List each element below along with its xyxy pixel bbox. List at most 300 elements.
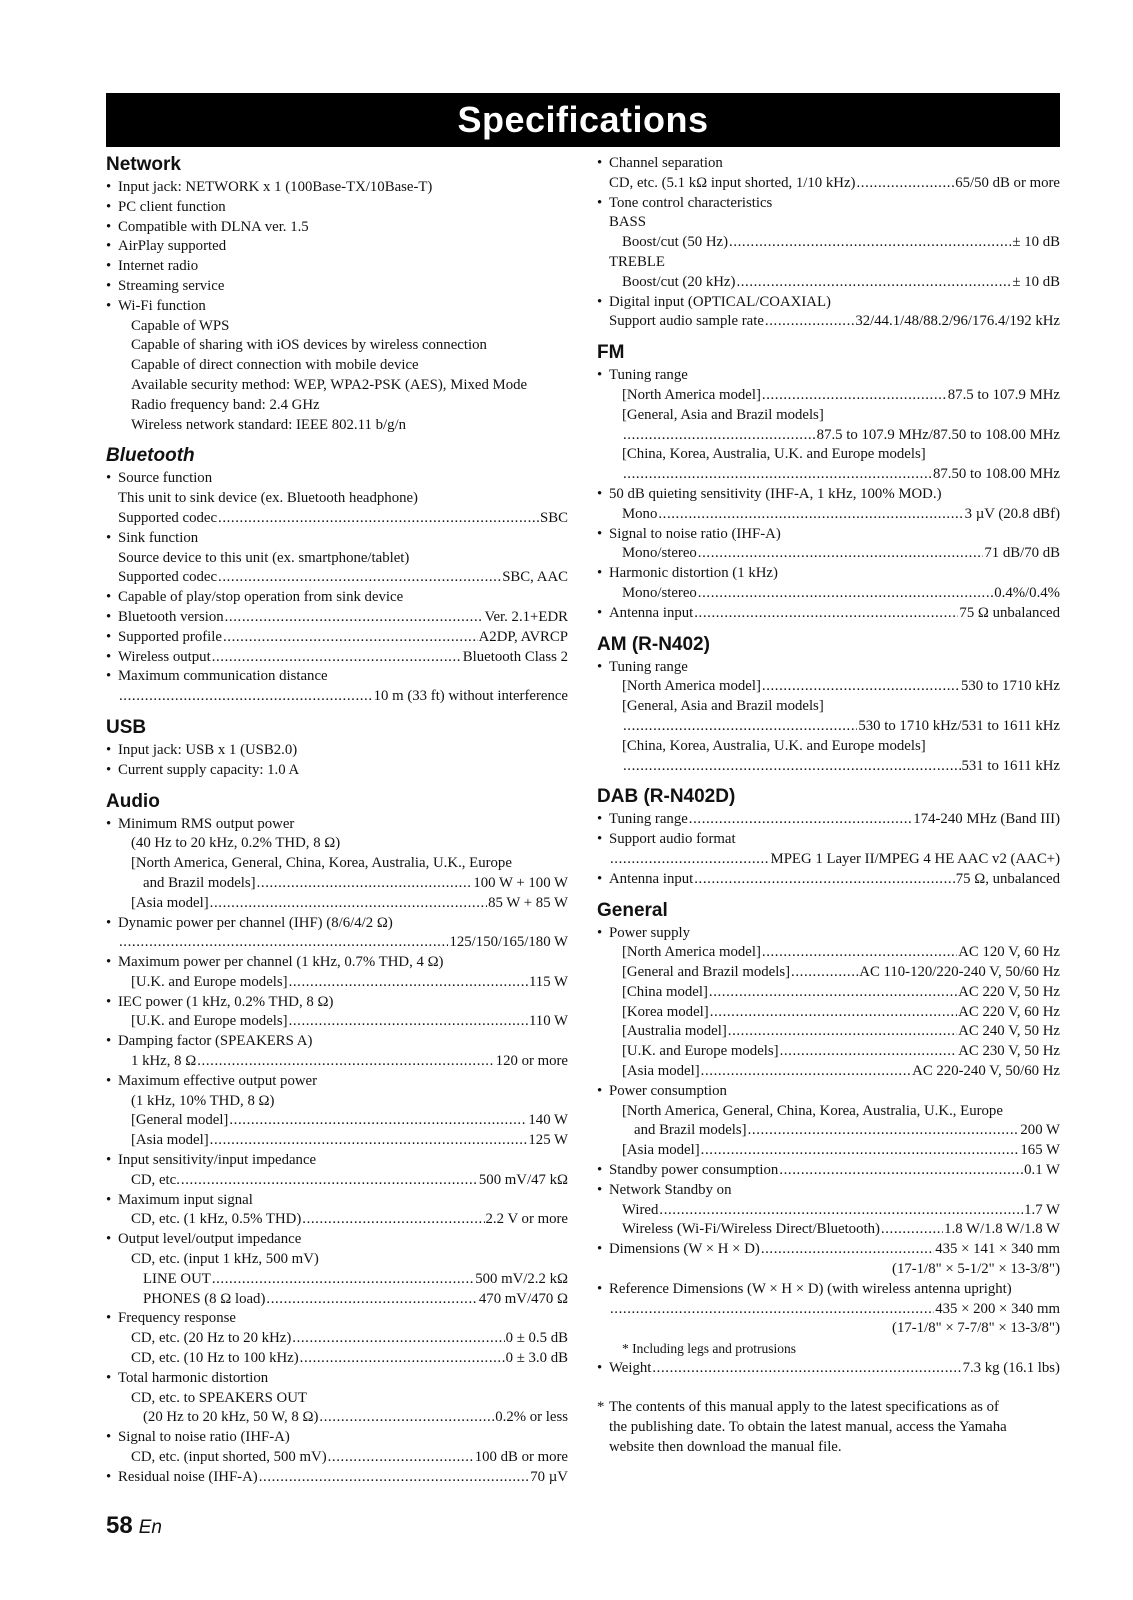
spec-line	[597, 810, 1060, 830]
dot-leader	[765, 312, 854, 332]
spec-text: Tuning range	[609, 658, 688, 675]
indent	[106, 1389, 131, 1409]
dot-leader	[694, 870, 954, 890]
page-title: Specifications	[106, 93, 1060, 147]
bullet-icon: •	[106, 1369, 112, 1386]
spec-line	[106, 1408, 568, 1428]
spec-value: 65/50 dB or more	[955, 174, 1060, 191]
dot-leader	[701, 1062, 911, 1082]
indent	[106, 687, 118, 707]
spec-label: [North America model]	[622, 386, 761, 403]
spec-text: Total harmonic distortion	[118, 1369, 269, 1386]
spec-text: Internet radio	[118, 258, 199, 275]
spec-line	[106, 588, 568, 608]
spec-label: [General and Brazil models]	[622, 964, 791, 981]
spec-text: Input jack: NETWORK x 1 (100Base-TX/10Base-T)	[118, 179, 433, 195]
spec-label: Mono	[622, 505, 658, 522]
spec-text: Support audio format	[609, 831, 736, 848]
indent	[597, 850, 609, 870]
spec-value: 120 or more	[495, 1053, 568, 1070]
spec-label: CD, etc. (1 kHz, 0.5% THD)	[131, 1211, 302, 1228]
spec-label: (20 Hz to 20 kHz, 50 W, 8 Ω)	[143, 1409, 319, 1426]
dot-leader	[223, 628, 478, 648]
spec-text: Wireless network standard: IEEE 802.11 b/g/n	[131, 416, 406, 433]
spec-line	[597, 983, 1060, 1003]
spec-text: Capable of WPS	[131, 317, 230, 334]
dot-leader	[197, 1052, 494, 1072]
spec-text: Damping factor (SPEAKERS A)	[118, 1033, 313, 1050]
spec-line	[106, 973, 568, 993]
spec-label: Supported codec	[118, 509, 218, 526]
spec-value: 75 Ω unbalanced	[959, 604, 1060, 621]
indent	[106, 356, 131, 376]
dot-leader	[289, 1012, 528, 1032]
indent	[597, 1121, 634, 1141]
spec-label: Boost/cut (20 kHz)	[622, 273, 736, 290]
spec-line	[106, 608, 568, 628]
spec-value: 70 µV	[530, 1468, 568, 1485]
spec-label: Dimensions (W × H × D)	[609, 1241, 760, 1258]
indent	[597, 1339, 622, 1359]
indent	[597, 426, 622, 446]
spec-text: Power supply	[609, 924, 690, 941]
indent	[106, 1052, 131, 1072]
spec-line	[106, 277, 568, 297]
spec-text: This unit to sink device (ex. Bluetooth headphone)	[118, 490, 418, 507]
spec-label: Mono/stereo	[622, 584, 697, 601]
spec-text: Tuning range	[609, 367, 688, 384]
spec-value: A2DP, AVRCP	[478, 628, 568, 645]
spec-text: Reference Dimensions (W × H × D) (with wireless antenna upright)	[609, 1280, 1012, 1297]
dot-leader	[780, 1042, 958, 1062]
indent	[597, 213, 609, 233]
indent	[597, 253, 609, 273]
bullet-icon: •	[597, 155, 603, 171]
spec-line	[597, 963, 1060, 983]
spec-text: Available security method: WEP, WPA2-PSK (AES), Mixed Mode	[131, 376, 528, 393]
spec-line	[106, 257, 568, 277]
dot-leader	[212, 1270, 474, 1290]
spec-value: 100 dB or more	[474, 1449, 568, 1466]
spec-text: Frequency response	[118, 1310, 236, 1327]
dot-leader	[729, 233, 1011, 253]
spec-label: [U.K. and Europe models]	[131, 973, 288, 990]
spec-line	[597, 233, 1060, 253]
spec-label: [Asia model]	[131, 894, 209, 911]
spec-line	[597, 717, 1060, 737]
spec-line	[597, 544, 1060, 564]
spec-text: Minimum RMS output power	[118, 815, 295, 832]
dot-leader	[762, 677, 960, 697]
indent	[597, 544, 622, 564]
spec-label: CD, etc. (5.1 kΩ input shorted, 1/10 kHz)	[609, 174, 856, 191]
spec-line	[597, 1240, 1060, 1260]
spec-label: Residual noise (IHF-A)	[118, 1468, 258, 1485]
spec-value: 0.1 W	[1024, 1162, 1060, 1179]
dot-leader	[210, 894, 487, 914]
spec-line	[106, 648, 568, 668]
dot-leader	[218, 509, 539, 529]
spec-label: [China model]	[622, 983, 708, 1000]
indent	[597, 1141, 622, 1161]
indent	[106, 416, 131, 436]
dot-leader	[229, 1111, 527, 1131]
bullet-icon: •	[106, 589, 112, 606]
dot-leader	[319, 1408, 494, 1428]
indent	[106, 568, 118, 588]
spec-line	[597, 253, 1060, 273]
spec-text: [General, Asia and Brazil models]	[622, 406, 824, 423]
spec-line	[106, 198, 568, 218]
footnote	[597, 1397, 1060, 1457]
dot-leader	[748, 1121, 1020, 1141]
spec-line	[106, 1309, 568, 1329]
dot-leader	[119, 933, 448, 953]
spec-value: AC 230 V, 50 Hz	[958, 1043, 1060, 1060]
indent	[106, 1329, 131, 1349]
dot-leader	[218, 568, 501, 588]
indent	[106, 317, 131, 337]
spec-line	[106, 1250, 568, 1270]
bullet-icon: •	[106, 277, 112, 294]
dot-leader	[762, 943, 957, 963]
spec-text: Harmonic distortion (1 kHz)	[609, 565, 778, 582]
indent	[106, 396, 131, 416]
spec-text: [General, Asia and Brazil models]	[622, 698, 824, 715]
dot-leader	[728, 1022, 957, 1042]
indent	[597, 445, 622, 465]
bullet-icon: •	[106, 628, 112, 645]
section-heading-am-r-n402: AM (R-N402)	[597, 633, 710, 655]
section-heading-general: General	[597, 899, 668, 921]
spec-label: [Asia model]	[622, 1142, 700, 1159]
spec-value: 0 ± 0.5 dB	[505, 1330, 568, 1347]
spec-text: Capable of play/stop operation from sink device	[118, 589, 404, 606]
spec-line	[597, 850, 1060, 870]
spec-line	[597, 194, 1060, 214]
bullet-icon: •	[106, 815, 112, 832]
dot-leader	[659, 1201, 1023, 1221]
spec-value: 470 mV/470 Ω	[478, 1290, 568, 1307]
spec-value: (17-1/8" × 7-7/8" × 13-3/8")	[892, 1320, 1060, 1337]
spec-line	[597, 465, 1060, 485]
spec-line	[597, 213, 1060, 233]
spec-line	[597, 564, 1060, 584]
spec-value: 140 W	[528, 1112, 568, 1129]
indent	[597, 174, 609, 194]
spec-text: (1 kHz, 10% THD, 8 Ω)	[131, 1092, 275, 1109]
indent	[597, 505, 622, 525]
spec-value: Bluetooth Class 2	[462, 648, 568, 665]
spec-text: Input jack: USB x 1 (USB2.0)	[118, 741, 298, 758]
indent	[597, 1003, 622, 1023]
spec-line	[106, 953, 568, 973]
dot-leader	[761, 1240, 934, 1260]
spec-value: 165 W	[1020, 1142, 1060, 1159]
dot-leader	[225, 608, 484, 628]
spec-value: ± 10 dB	[1012, 273, 1060, 290]
indent	[597, 697, 622, 717]
spec-label: Mono/stereo	[622, 545, 697, 562]
indent	[597, 406, 622, 426]
bullet-icon: •	[106, 1468, 112, 1485]
spec-line	[106, 469, 568, 489]
spec-label: Supported profile	[118, 628, 222, 645]
spec-label: Wireless (Wi-Fi/Wireless Direct/Bluetooth)	[622, 1221, 880, 1238]
spec-line	[597, 830, 1060, 850]
spec-line	[106, 1270, 568, 1290]
spec-line	[106, 667, 568, 687]
bullet-icon: •	[597, 1241, 603, 1258]
spec-label: and Brazil models]	[634, 1122, 747, 1139]
spec-label: LINE OUT	[143, 1270, 211, 1287]
spec-line	[106, 1052, 568, 1072]
spec-value: 87.5 to 107.9 MHz	[947, 386, 1060, 403]
bullet-icon: •	[597, 194, 603, 211]
footnote-marker: *	[597, 1399, 605, 1415]
spec-line	[597, 1201, 1060, 1221]
spec-text: [China, Korea, Australia, U.K. and Europe models]	[622, 446, 926, 463]
spec-text: Capable of direct connection with mobile device	[131, 357, 419, 374]
indent	[597, 1062, 622, 1082]
spec-text: Tone control characteristics	[609, 194, 773, 211]
indent	[597, 1022, 622, 1042]
dot-leader	[212, 648, 462, 668]
bullet-icon: •	[106, 648, 112, 665]
dot-leader	[881, 1220, 943, 1240]
bullet-icon: •	[597, 485, 603, 502]
spec-line	[106, 874, 568, 894]
dot-leader	[709, 983, 957, 1003]
spec-line	[597, 505, 1060, 525]
spec-line	[597, 943, 1060, 963]
bullet-icon: •	[597, 831, 603, 848]
bullet-icon: •	[106, 954, 112, 971]
spec-note: * Including legs and protrusions	[622, 1341, 796, 1357]
spec-label: Antenna input	[609, 870, 694, 887]
dot-leader	[181, 1171, 478, 1191]
spec-label: CD, etc. (20 Hz to 20 kHz)	[131, 1330, 292, 1347]
spec-line	[106, 1389, 568, 1409]
indent	[106, 1270, 143, 1290]
dot-leader	[289, 973, 528, 993]
spec-label: [Asia model]	[622, 1063, 700, 1080]
dot-leader	[623, 426, 816, 446]
spec-label: [U.K. and Europe models]	[131, 1013, 288, 1030]
spec-value: 71 dB/70 dB	[984, 545, 1060, 562]
spec-label: PHONES (8 Ω load)	[143, 1290, 266, 1307]
footnote-text: the publishing date. To obtain the latest manual, access the Yamaha	[609, 1419, 1007, 1435]
indent	[597, 1201, 622, 1221]
bullet-icon: •	[597, 604, 603, 621]
spec-line	[106, 815, 568, 835]
spec-line	[597, 1359, 1060, 1379]
spec-line	[106, 993, 568, 1013]
spec-text: Source function	[118, 470, 213, 487]
spec-label: and Brazil models]	[143, 874, 256, 891]
spec-line	[597, 293, 1060, 313]
spec-line	[597, 737, 1060, 757]
spec-value: 2.2 V or more	[485, 1211, 568, 1228]
bullet-icon: •	[597, 367, 603, 384]
spec-text: BASS	[609, 214, 647, 231]
dot-leader	[623, 717, 857, 737]
spec-text: TREBLE	[609, 253, 665, 270]
spec-line	[106, 1171, 568, 1191]
footnote-line	[597, 1437, 1060, 1457]
indent	[106, 1448, 131, 1468]
dot-leader	[652, 1359, 961, 1379]
spec-line	[106, 854, 568, 874]
spec-label: Tuning range	[609, 811, 688, 828]
spec-value: AC 220-240 V, 50/60 Hz	[912, 1063, 1060, 1080]
spec-line	[106, 376, 568, 396]
section-heading-network: Network	[106, 154, 181, 175]
bullet-icon: •	[106, 1072, 112, 1089]
spec-line	[106, 549, 568, 569]
indent	[597, 386, 622, 406]
spec-line	[597, 1319, 1060, 1339]
bullet-icon: •	[597, 1082, 603, 1099]
spec-line	[597, 584, 1060, 604]
bullet-icon: •	[106, 914, 112, 931]
spec-line	[597, 312, 1060, 332]
spec-line	[597, 1003, 1060, 1023]
indent	[106, 1408, 143, 1428]
dot-leader	[302, 1210, 484, 1230]
spec-text: Digital input (OPTICAL/COAXIAL)	[609, 293, 831, 310]
spec-text: Output level/output impedance	[118, 1231, 302, 1248]
spec-line	[106, 297, 568, 317]
footnote-line	[597, 1417, 1060, 1437]
spec-text: Maximum communication distance	[118, 668, 328, 685]
spec-line	[106, 1092, 568, 1112]
dot-leader	[694, 604, 958, 624]
dot-leader	[658, 505, 963, 525]
spec-label: Boost/cut (50 Hz)	[622, 234, 729, 251]
spec-line	[106, 218, 568, 238]
bullet-icon: •	[597, 565, 603, 582]
spec-text: [North America, General, China, Korea, Australia, U.K., Europe	[131, 855, 512, 872]
spec-line	[597, 1022, 1060, 1042]
spec-value: AC 110-120/220-240 V, 50/60 Hz	[859, 964, 1060, 981]
bullet-icon: •	[106, 179, 112, 195]
spec-line	[106, 317, 568, 337]
spec-line	[106, 509, 568, 529]
spec-line	[597, 386, 1060, 406]
spec-label: Weight	[609, 1360, 652, 1377]
spec-line	[597, 924, 1060, 944]
indent	[106, 834, 131, 854]
spec-value: 1.8 W/1.8 W/1.8 W	[944, 1221, 1060, 1238]
spec-value: 500 mV/47 kΩ	[478, 1171, 568, 1188]
spec-line	[106, 687, 568, 707]
spec-text: Wi-Fi function	[118, 297, 206, 314]
spec-line	[106, 1111, 568, 1131]
dot-leader	[328, 1448, 474, 1468]
spec-text: CD, etc. to SPEAKERS OUT	[131, 1389, 307, 1406]
spec-line	[597, 1161, 1060, 1181]
spec-value: 100 W + 100 W	[473, 874, 568, 891]
bullet-icon: •	[106, 198, 112, 215]
spec-text: 50 dB quieting sensitivity (IHF-A, 1 kHz, 100% MOD.)	[609, 485, 942, 502]
spec-line	[597, 1300, 1060, 1320]
indent	[597, 1437, 609, 1457]
indent	[597, 737, 622, 757]
right-column	[597, 154, 1060, 1379]
dot-leader	[623, 757, 961, 777]
bullet-icon: •	[106, 218, 112, 235]
bullet-icon: •	[106, 668, 112, 685]
dot-leader	[710, 1003, 958, 1023]
indent	[106, 894, 131, 914]
bullet-icon: •	[106, 741, 112, 758]
spec-line	[106, 356, 568, 376]
spec-label: [North America model]	[622, 944, 761, 961]
spec-text: (40 Hz to 20 kHz, 0.2% THD, 8 Ω)	[131, 835, 341, 852]
spec-text: Dynamic power per channel (IHF) (8/6/4/2 Ω)	[118, 914, 393, 931]
bullet-icon: •	[106, 1429, 112, 1446]
dot-leader	[856, 174, 954, 194]
bullet-icon: •	[106, 258, 112, 275]
page-footer	[106, 1512, 162, 1540]
spec-value: Ver. 2.1+EDR	[484, 608, 568, 625]
bullet-icon: •	[106, 1310, 112, 1327]
spec-text: Input sensitivity/input impedance	[118, 1152, 317, 1169]
dot-leader	[300, 1349, 505, 1369]
spec-line	[106, 396, 568, 416]
indent	[106, 854, 131, 874]
spec-text: PC client function	[118, 198, 226, 215]
spec-line	[597, 1181, 1060, 1201]
indent	[106, 1210, 131, 1230]
indent	[597, 465, 622, 485]
indent	[597, 943, 622, 963]
dot-leader	[698, 544, 984, 564]
bullet-icon: •	[106, 761, 112, 778]
spec-label: Support audio sample rate	[609, 313, 764, 330]
spec-line	[106, 933, 568, 953]
section-heading-fm: FM	[597, 342, 625, 364]
footnote-line	[597, 1397, 1060, 1417]
indent	[106, 874, 143, 894]
indent	[106, 489, 118, 509]
indent	[106, 1250, 131, 1270]
spec-text: Maximum effective output power	[118, 1072, 318, 1089]
bullet-icon: •	[597, 525, 603, 542]
spec-text: Signal to noise ratio (IHF-A)	[118, 1429, 290, 1446]
spec-label: [Korea model]	[622, 1003, 709, 1020]
dot-leader	[689, 810, 913, 830]
section-heading-bluetooth: Bluetooth	[106, 445, 195, 467]
spec-value: 530 to 1710 kHz/531 to 1611 kHz	[858, 717, 1060, 734]
spec-value: 531 to 1611 kHz	[961, 757, 1060, 774]
dot-leader	[623, 465, 932, 485]
bullet-icon: •	[106, 1152, 112, 1169]
spec-line	[106, 1468, 568, 1488]
spec-value: 32/44.1/48/88.2/96/176.4/192 kHz	[855, 313, 1060, 330]
indent	[106, 933, 118, 953]
spec-line	[106, 834, 568, 854]
spec-value: 87.50 to 108.00 MHz	[932, 466, 1060, 483]
section-heading-dab-r-n402d: DAB (R-N402D)	[597, 786, 736, 808]
spec-value: 200 W	[1020, 1122, 1060, 1139]
indent	[597, 1220, 622, 1240]
spec-label: Wireless output	[118, 648, 211, 665]
spec-line	[597, 1042, 1060, 1062]
dot-leader	[701, 1141, 1020, 1161]
section-heading-usb: USB	[106, 716, 147, 738]
